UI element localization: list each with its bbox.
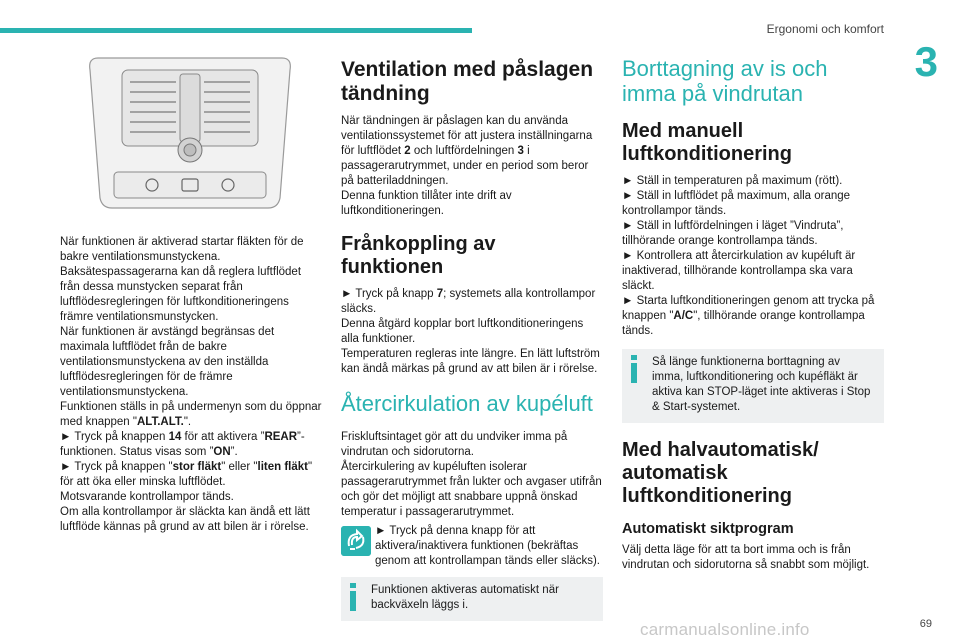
rear-function-off-paragraph: När funktionen är avstängd begränsas det maximala luftflödet från de bakre ventilationsmunstyckena av den inställda luftflödesregleringen för de främre ventilationsmunstyckena.: [60, 326, 275, 398]
disable-function-heading: Frånkoppling av funktionen: [341, 233, 496, 278]
recirculation-heading: Återcirkulation av kupéluft: [341, 391, 593, 416]
column-middle: [341, 48, 603, 629]
reverse-gear-info-box: Funktionen aktiveras automatiskt när backväxeln läggs i.: [341, 577, 603, 621]
column-right: [622, 48, 884, 573]
visibility-program-paragraph: Välj detta läge för att ta bort imma och is från vindrutan och sidorutorna så snabbt som möjligt.: [622, 544, 870, 571]
info-icon: [628, 355, 642, 383]
ventilation-heading: Ventilation med påslagen tändning: [341, 58, 594, 105]
activate-rear-step: ► Tryck på knappen 14 för att aktivera ”REAR”-funktionen. Status visas som ”ON”.: [60, 431, 305, 458]
recirculation-step: [341, 524, 603, 569]
defrost-heading: Borttagning av is och imma på vindrutan: [622, 56, 828, 106]
page-number: 69: [919, 618, 932, 630]
manual-step-5: ► Starta luftkonditioneringen genom att trycka på knappen "A/C", tillhörande orange kontrollampa tänds.: [622, 295, 875, 337]
stop-start-info-box: Så länge funktionerna borttagning av imma, luftkonditionering och kupéfläkt är aktiva kan STOP-läget inte aktiveras i Stop & Start-systemet.: [622, 349, 884, 423]
header-accent-bar: [0, 28, 472, 33]
recirculation-toggle-step: ► Tryck på denna knapp för att aktivera/inaktivera funktionen (bekräftas genom att kontrollampan tänds eller släcks).: [375, 525, 600, 567]
indicator-paragraph: Motsvarande kontrollampor tänds.: [60, 491, 234, 503]
visibility-program-heading: Automatiskt siktprogram: [622, 521, 794, 537]
manual-step-3: ► Ställ in luftfördelningen i läget ”Vindruta”, tillhörande orange kontrollampa tänds.: [622, 220, 844, 247]
disable-function-paragraph: ► Tryck på knapp 7; systemets alla kontrollampor släcks. Denna åtgärd kopplar bort luftkonditioneringens alla funktioner. Temperaturen regleras inte längre. En lätt luftström kan ändå märkas på grund av att bilen är i rörelse.: [341, 288, 600, 375]
airflow-note-paragraph: Om alla kontrollampor är släckta kan ändå ett lätt luftflöde kännas på grund av att bilen är i rörelse.: [60, 506, 310, 533]
watermark: carmanualsonline.info: [640, 620, 810, 639]
manual-step-4: ► Kontrollera att återcirkulation av kupéluft är inaktiverad, tillhörande kontrollampa ska vara släckt.: [622, 250, 856, 292]
column-left: [60, 48, 322, 535]
recirculation-icon: [341, 526, 371, 556]
chapter-number: 3: [914, 38, 938, 85]
submenu-paragraph: Funktionen ställs in på undermenyn som du öppnar med knappen "ALT.ALT.".: [60, 401, 322, 428]
recirculation-paragraph-b: Återcirkulering av kupéluften isolerar passagerarutrymmet från lukter och avgaser utifrån och gör det möjligt att snabbare uppnå önskad temperatur i passagerarutrymmet.: [341, 461, 602, 518]
recirculation-paragraph-a: Friskluftsintaget gör att du undviker imma på vindrutan och sidorutorna.: [341, 431, 568, 458]
manual-step-1: ► Ställ in temperaturen på maximum (rött).: [622, 175, 843, 187]
manual-step-2: ► Ställ in luftflödet på maximum, alla orange kontrollampor tänds.: [622, 190, 851, 217]
section-title: Ergonomi och komfort: [766, 22, 884, 36]
rear-vent-illustration: [70, 48, 310, 216]
ventilation-paragraph: När tändningen är påslagen kan du använda ventilationssystemet för att justera inställningarna för luftflödet 2 och luftfördelningen 3 i passagerarutrymmet, under en period som beror på batteriladdningen. Denna funktion tillåter inte drift av luftkonditioneringen.: [341, 115, 593, 217]
rear-function-on-paragraph: När funktionen är aktiverad startar fläkten för de bakre ventilationsmunstyckena. Baksätespassagerarna kan då reglera luftflödet från dessa munstycken separat från luftflödesregleringen för luftkonditioneringens främre ventilationsmunstycken.: [60, 236, 304, 323]
manual-ac-heading: Med manuell luftkonditionering: [622, 120, 792, 165]
info-icon: [347, 583, 361, 611]
auto-ac-heading: Med halvautomatisk/ automatisk luftkonditionering: [622, 439, 819, 507]
fan-adjust-step: ► Tryck på knappen "stor fläkt" eller "liten fläkt" för att öka eller minska luftflödet.: [60, 461, 313, 488]
